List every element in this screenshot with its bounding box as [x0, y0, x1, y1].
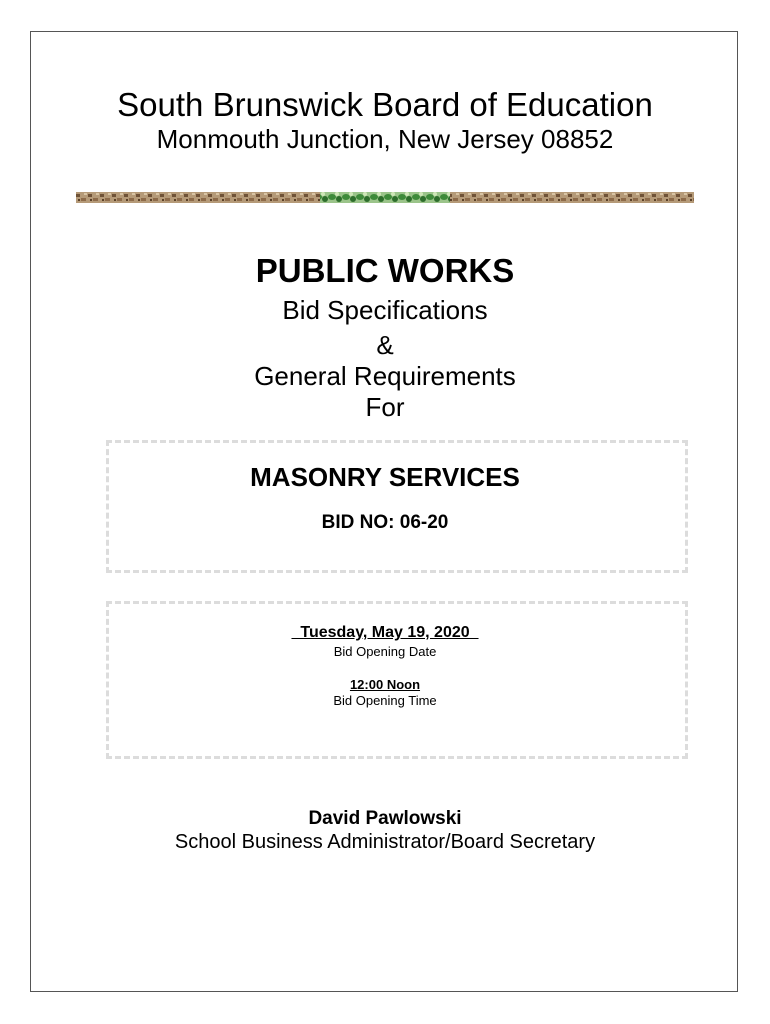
- signer-name: David Pawlowski: [308, 808, 462, 829]
- organization-name: South Brunswick Board of Education: [117, 86, 653, 123]
- decorative-divider: [76, 192, 694, 203]
- bid-opening-time: 12:00 Noon: [349, 677, 421, 692]
- subtitle-ampersand: &: [376, 330, 394, 360]
- subtitle-for: For: [365, 392, 405, 422]
- bid-opening-time-label: Bid Opening Time: [333, 693, 437, 708]
- bid-number: BID NO: 06-20: [321, 512, 449, 533]
- organization-address: Monmouth Junction, New Jersey 08852: [156, 124, 614, 154]
- document-title: PUBLIC WORKS: [255, 252, 515, 289]
- service-box: [106, 440, 688, 573]
- subtitle-bid-specifications: Bid Specifications: [282, 295, 488, 325]
- subtitle-general-requirements: General Requirements: [254, 361, 516, 391]
- bid-opening-date-label: Bid Opening Date: [333, 644, 437, 659]
- signer-title: School Business Administrator/Board Secretary: [174, 831, 596, 853]
- service-title: MASONRY SERVICES: [250, 462, 520, 492]
- bid-opening-date: Tuesday, May 19, 2020: [291, 624, 479, 641]
